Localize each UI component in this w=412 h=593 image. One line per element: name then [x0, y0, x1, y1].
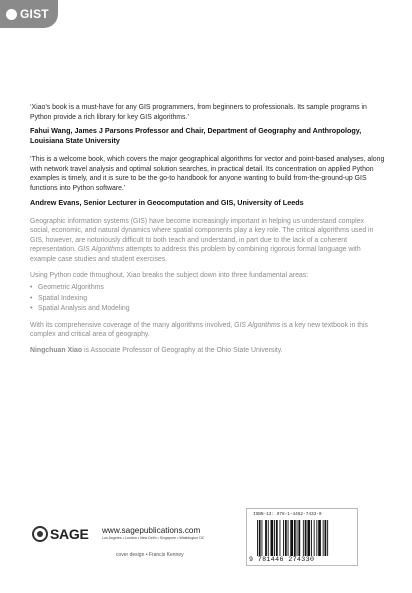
badge-dot-icon	[6, 9, 17, 20]
isbn-barcode	[246, 508, 358, 566]
list-item: • Geometric Algorithms	[30, 283, 385, 294]
description-text: Geographic information systems (GIS) have become increasingly important in helping us understand complex social, economic, and natural dynamics where spatial components play a key role. The critical algorithms used in GIS, however, are notoriously difficult to both teach and understand, in part due to the lack of a coherent representation.	[30, 217, 374, 254]
author-bio-text: is Associate Professor of Geography at the Ohio State University.	[82, 346, 283, 354]
barcode-digits: 9 781446 274330	[249, 556, 315, 563]
sage-circle-icon	[32, 526, 48, 542]
description-text: attempts to address this problem by combining rigorous formal language with example case studies and student exercises.	[30, 246, 361, 263]
description-paragraph-2: Using Python code throughout, Xiao breaks the subject down into three fundamental areas:	[30, 271, 309, 279]
sage-logo	[32, 525, 98, 543]
list-item: • Spatial Analysis and Modeling	[30, 304, 385, 315]
quote-1-text: ‘Xiao’s book is a must-have for any GIS programmers, from beginners to professionals. Its sample programs in Python provide a rich library for key GIS algorithms.’	[30, 104, 367, 121]
author-bio	[30, 346, 385, 356]
barcode-bars-icon	[257, 520, 349, 556]
description-text: With its comprehensive coverage of the many algorithms involved,	[30, 321, 235, 329]
publisher-cities: Los Angeles • London • New Delhi • Singapore • Washington DC	[102, 536, 205, 540]
publisher-website: www.sagepublications.com	[102, 526, 201, 535]
list-item: • Spatial Indexing	[30, 294, 385, 305]
isbn-label: ISBN-13: 978-1-4462-7433-0	[253, 512, 322, 517]
back-cover-text	[30, 103, 385, 355]
author-name: Ningchuan Xiao	[30, 346, 83, 354]
series-badge	[0, 0, 58, 28]
book-title-italic: GIS Algorithms	[234, 321, 281, 329]
description-paragraph-3	[30, 321, 385, 340]
cover-design-credit: cover design • Francis Kenney	[116, 552, 184, 558]
description-paragraph-1	[30, 217, 385, 265]
book-title-italic: GIS Algorithms	[77, 246, 124, 254]
quote-2-attribution: Andrew Evans, Senior Lecturer in Geocomputation and GIS, University of Leeds	[30, 197, 304, 207]
badge-label: GIST	[20, 7, 49, 21]
fundamental-areas-list	[30, 283, 385, 315]
quote-2-text: ‘This is a welcome book, which covers the major geographical algorithms for vector and point-based analyses, along with network travel analysis and optimal solution searches, in practical detail. Its concentration on applied Python examples is timely, and it is sure to be the go-to handbook for anyone wanting to build from-the-ground-up GIS functions into Python software.’	[30, 156, 385, 192]
quote-1-attribution: Fahui Wang, James J Parsons Professor and Chair, Department of Geography and Anthropology, Louisiana State University	[30, 126, 362, 146]
sage-logo-text: SAGE	[50, 526, 89, 542]
description-text: is a key new textbook in this complex and critical area of geography.	[30, 321, 368, 339]
